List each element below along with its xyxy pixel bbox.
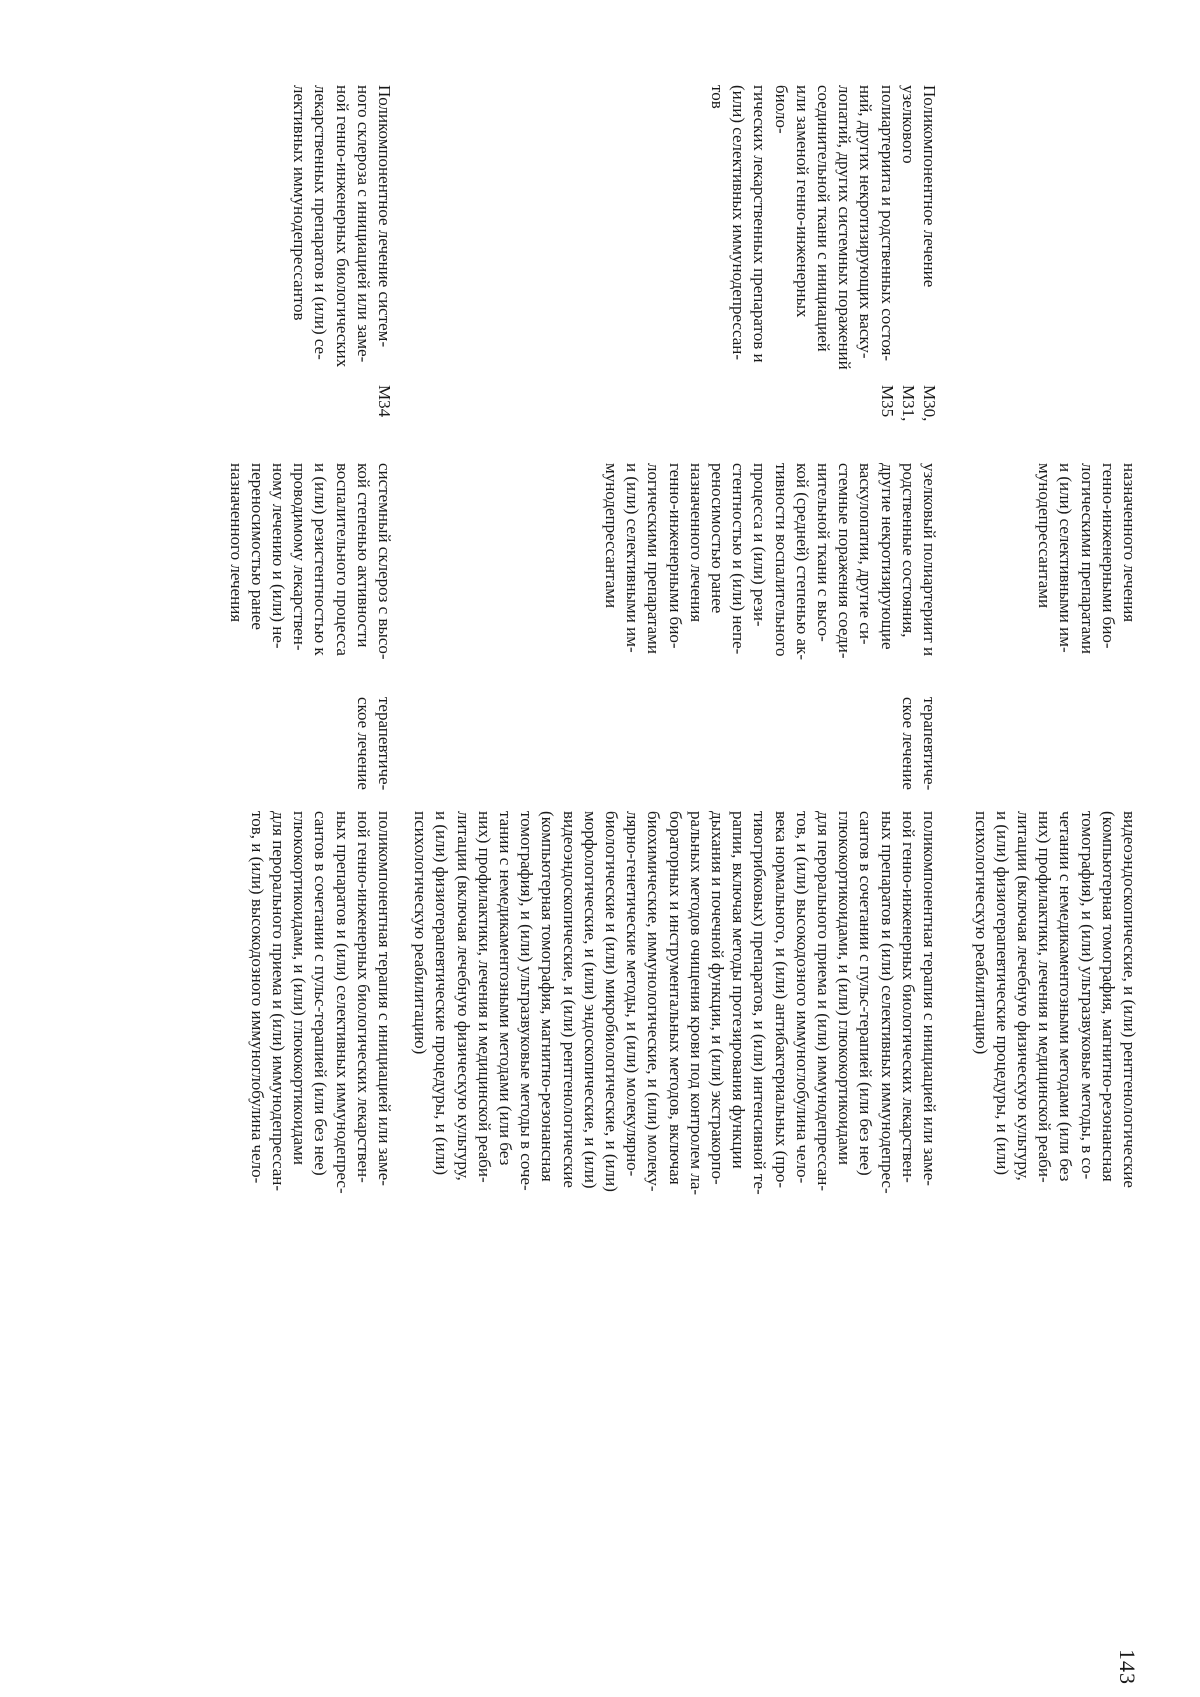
icd-code-cell: M30, M31, M35: [877, 385, 939, 422]
treatment-name-cell: Поликомпонентное лечение узелкового полиартериита и родственных состоя- ний, других некротизирующих васку- лопатий, других системных поражений соединительной ткани с инициацией или заменой генно-инженерных биоло- гических лекарственных препаратов и (или) селективных иммунодепрессан- тов: [707, 85, 939, 370]
treatment-type-cell: терапевтиче- ское лечение: [898, 697, 939, 791]
treatment-type-cell: терапевтиче- ское лечение: [353, 697, 394, 791]
treatment-method-cell: видеоэндоскопические, и (или) рентгенологические (компьютерная томография, магнитно-резонансная томография), и (или) ультразвуковые методы, в со- четании с немедикаментозными методами (или без них) профилактики, лечения и медицинской реаби- литации (включая лечебную физическую культуру, и (или) физиотерапевтические процедуры, и (или) психологическую реабилитацию): [971, 811, 1139, 1188]
patient-model-cell: узелковый полиартериит и родственные состояния, другие некротизирующие васкулопатии, другие си- стемные поражения соеди- нительной ткани с высо- кой (средней) степенью ак- тивности воспалительного процесса и (или) рези- стентностью и (или) непе- реносимостью ранее назначенного лечения генно-инженерными био- логическими препаратами и (или) селективными им- мунодепрессантами: [601, 463, 939, 661]
treatment-method-cell: поликомпонентная терапия с инициацией или заме- ной генно-инженерных биологических лекарствен- ных препаратов и (или) селективных иммунодепрес- сантов в сочетании с пульс-терапией (или без нее) глюкокортикоидами, и (или) глюкокортикоидами для перорального приема и (или) иммунодепрессан- тов, и (или) высокодозного иммуноглобулина чело-: [247, 811, 394, 1194]
icd-code-cell: M34: [375, 385, 394, 418]
page-number: 143: [1115, 1649, 1140, 1685]
treatment-name-cell: Поликомпонентное лечение систем- ного склероза с инициацией или заме- ной генно-инженерных биологических лекарственных препаратов и (или) се- лективных иммунодепрессантов: [290, 85, 394, 368]
rotated-document-page: [100, 85, 1140, 1685]
patient-model-cell: системный склероз с высо- кой степенью активности воспалительного процесса и (или) резистентностью к проводимому лекарствен- ному лечению и (или) не- переносимостью ранее назначенного лечения: [226, 463, 394, 660]
treatment-method-cell: поликомпонентная терапия с инициацией или заме- ной генно-инженерных биологических лекарствен- ных препаратов и (или) селективных иммунодепрес- сантов в сочетании с пульс-терапией (или без нее) глюкокортикоидами, и (или) глюкокортикоидами для перорального приема и (или) иммунодепрессан- тов, и (или) высокодозного иммуноглобулина чело- века нормального, и (или) антибактериальных (про- тивогрибковых) препаратов, и (или) интенсивной те- рапии, включая методы протезирования функции дыхания и почечной функции, и (или) экстракорпо- ральных методов очищения крови под контролем ла- бораторных и инструментальных методов, включая биохимические, иммунологические, и (или) молеку- лярно-генетические методы, и (или) молекулярно- биологические и (или) микробиологические, и (или) морфологические, и (или) эндоскопические, и (или) видеоэндоскопические, и (или) рентгенологические (компьютерная томография, магнитно-резонансная томография), и (или) ультразвуковые методы в соче- тании с немедикаментозными методами (или без них) профилактики, лечения и медицинской реаби- литации (включая лечебную физическую культуру, и (или) физиотерапевтические процедуры, и (или) психологическую реабилитацию): [411, 811, 939, 1196]
patient-model-cell: назначенного лечения генно-инженерными био- логическими препаратами и (или) селективными им- мунодепрессантами: [1035, 463, 1139, 655]
